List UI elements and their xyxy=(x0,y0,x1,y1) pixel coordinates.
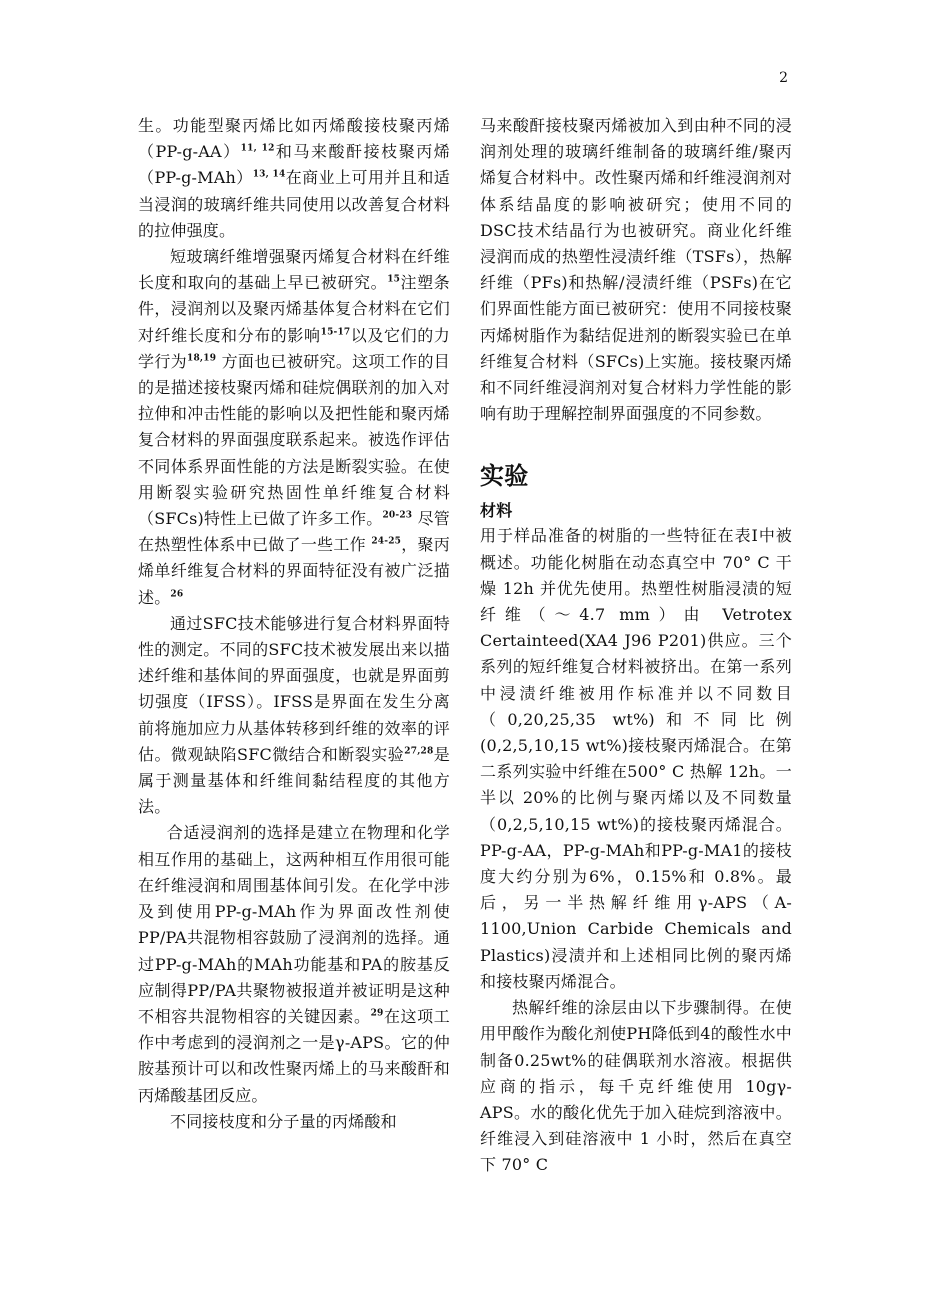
text-run: 热解纤维的涂层由以下步骤制得。在使用甲酸作为酸化剂使PH降低到4的酸性水中制备0.25wt%的硅偶联剂水溶液。根据供应商的指示，每千克纤维使用 10gγ-APS。水的酸化优先于加入硅烷到溶液中。纤维浸入到硅溶液中 1 小时，然后在真空下 70° C xyxy=(480,998,792,1175)
text-run: 用于样品准备的树脂的一些特征在表Ⅰ中被概述。功能化树脂在动态真空中 70° C 干燥 12h 并优先使用。热塑性树脂浸渍的短纤维（～4.7 mm）由 Vetrotex Certainteed(XA4 J96 P201)供应。三个系列的短纤维复合材料被挤出。在第一系列中浸渍纤维被用作标准并以不同数目（0,20,25,35 wt%)和不同比例(0,2,5,10,15 wt%)接枝聚丙烯混合。在第二系列实验中纤维在500° C 热解 12h。一半以 20%的比例与聚丙烯以及不同数量（0,2,5,10,15 wt%)的接枝聚丙烯混合。PP-g-AA，PP-g-MAh和PP-g-MA1的接枝度大约分别为6%，0.15%和 0.8%。最后，另一半热解纤维用γ-APS（A-1100,Union Carbide Chemicals and Plastics)浸渍并和上述相同比例的聚丙烯和接枝聚丙烯混合。 xyxy=(480,526,792,991)
citation-superscript: 29 xyxy=(370,1008,384,1019)
citation-superscript: 11, 12 xyxy=(240,143,275,154)
paragraph xyxy=(480,995,792,1178)
right-column xyxy=(480,113,792,1179)
text-run: 是属于测量基体和纤维间黏结程度的其他方法。 xyxy=(138,744,450,817)
sub-heading: 材料 xyxy=(480,501,513,521)
text-run: 在这项工作中考虑到的浸润剂之一是γ-APS。它的仲胺基预计可以和改性聚丙烯上的马来酸酐和丙烯酸基团反应。 xyxy=(138,1006,450,1105)
citation-superscript: 15 xyxy=(387,274,401,285)
text-run: 在商业上可用并且和适当浸润的玻璃纤维共同使用以改善复合材料的拉伸强度。 xyxy=(138,168,450,240)
citation-superscript: 26 xyxy=(170,589,184,600)
text-run: 马来酸酐接枝聚丙烯被加入到由种不同的浸润剂处理的玻璃纤维制备的玻璃纤维/聚丙烯复合材料中。改性聚丙烯和纤维浸润剂对体系结晶度的影响被研究；使用不同的DSC技术结晶行为也被研究。商业化纤维浸润而成的热塑性浸渍纤维（TSFs），热解纤维（PFs)和热解/浸渍纤维（PSFs)在它们界面性能方面已被研究：使用不同接枝聚丙烯树脂作为黏结促进剂的断裂实验已在单纤维复合材料（SFCs)上实施。接枝聚丙烯和不同纤维浸润剂对复合材料力学性能的影响有助于理解控制界面强度的不同参数。 xyxy=(480,116,792,424)
page-number: 2 xyxy=(779,70,788,86)
paragraph xyxy=(138,611,450,821)
text-run: 不同接枝度和分子量的丙烯酸和 xyxy=(170,1111,397,1131)
citation-superscript: 18,19 xyxy=(186,353,217,364)
section-heading: 实验 xyxy=(480,462,529,491)
citation-superscript: 15-17 xyxy=(320,327,351,338)
citation-superscript: 13, 14 xyxy=(252,170,286,181)
paragraph xyxy=(480,523,792,995)
citation-superscript: 20-23 xyxy=(382,510,413,521)
text-run: 以及它们的力学行为 xyxy=(138,325,451,371)
paragraph xyxy=(480,113,792,427)
paragraph xyxy=(138,244,450,611)
text-run: 短玻璃纤维增强聚丙烯复合材料在纤维长度和取向的基础上早已被研究。 xyxy=(138,247,450,293)
paragraph xyxy=(138,1109,450,1135)
text-run: 和马来酸酐接枝聚丙烯（PP-g-MAh） xyxy=(138,142,451,188)
text-run: 合适浸润剂的选择是建立在物理和化学相互作用的基础上，这两种相互作用很可能在纤维浸润和周围基体间引发。在化学中涉及到使用PP-g-MAh作为界面改性剂使PP/PA共混物相容鼓励了浸润剂的选择。通过PP-g-MAh的MAh功能基和PA的胺基反应制得PP/PA共聚物被报道并被证明是这种不相容共混物相容的关键因素。 xyxy=(138,823,450,1026)
citation-superscript: 24-25 xyxy=(371,536,402,547)
text-run: 生。功能型聚丙烯比如丙烯酸接枝聚丙烯（PP-g-AA） xyxy=(138,116,450,162)
text-run: 尽管在热塑性体系中已做了一些工作 xyxy=(138,509,450,555)
citation-superscript: 27,28 xyxy=(404,746,434,757)
text-run: ，聚丙烯单纤维复合材料的界面特征没有被广泛描述。 xyxy=(138,535,450,607)
left-column xyxy=(138,113,450,1135)
text-run: 方面也已被研究。这项工作的目的是描述接枝聚丙烯和硅烷偶联剂的加入对拉伸和冲击性能的影响以及把性能和聚丙烯复合材料的界面强度联系起来。被选作评估不同体系界面性能的方法是断裂实验。在使用断裂实验研究热固性单纤维复合材料（SFCs)特性上已做了许多工作。 xyxy=(138,351,450,529)
paragraph xyxy=(138,820,450,1108)
text-run: 注塑条件，浸润剂以及聚丙烯基体复合材料在它们对纤维长度和分布的影响 xyxy=(138,273,450,345)
paragraph xyxy=(138,113,450,244)
text-run: 通过SFC技术能够进行复合材料界面特性的测定。不同的SFC技术被发展出来以描述纤维和基体间的界面强度，也就是界面剪切强度（IFSS）。IFSS是界面在发生分离前将施加应力从基体转移到纤维的效率的评估。微观缺陷SFC微结合和断裂实验 xyxy=(138,613,450,764)
